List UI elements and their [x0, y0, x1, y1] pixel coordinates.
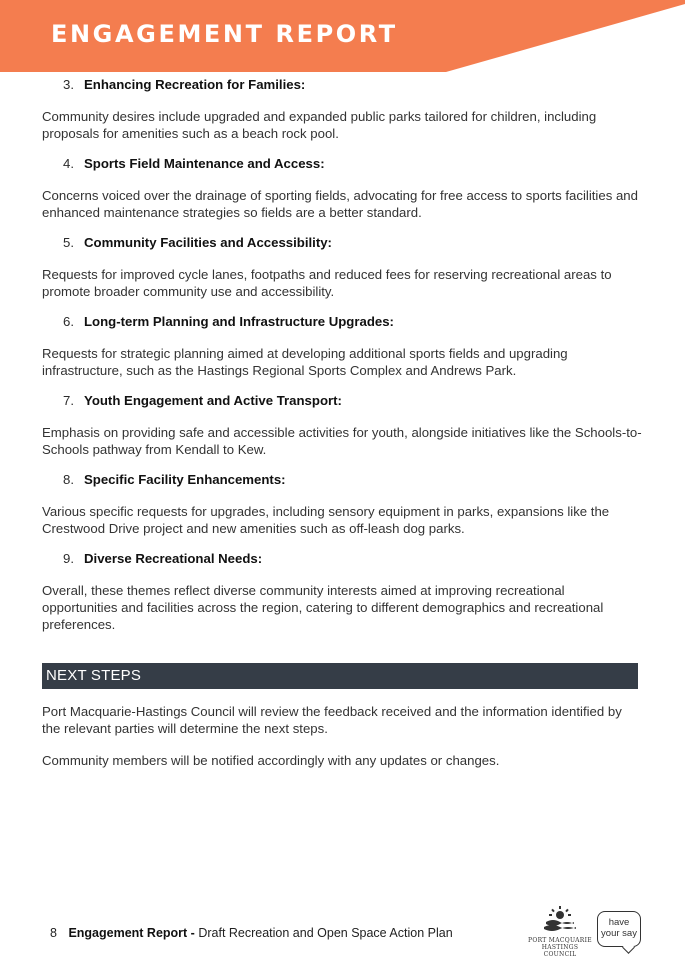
item-number: 5. [63, 235, 74, 250]
themes-list [42, 76, 642, 646]
item-title: Youth Engagement and Active Transport: [84, 393, 342, 408]
item-number: 7. [63, 393, 74, 408]
next-steps-heading: NEXT STEPS [42, 663, 638, 689]
page-title: ENGAGEMENT REPORT [51, 20, 398, 48]
list-item [42, 155, 642, 221]
speech-bubble-tail-icon [622, 941, 635, 954]
item-heading [63, 155, 642, 173]
item-heading [63, 76, 642, 94]
item-description: Requests for improved cycle lanes, footpaths and reduced fees for reserving recreational areas to promote broader community use and accessibility. [42, 267, 612, 299]
item-number: 9. [63, 551, 74, 566]
item-description: Concerns voiced over the drainage of sporting fields, advocating for free access to sports facilities and enhanced maintenance strategies so fields are a better standard. [42, 188, 638, 220]
have-your-say-text-line1: have [608, 917, 630, 928]
list-item [42, 234, 642, 300]
item-description: Overall, these themes reflect diverse community interests aimed at improving recreational opportunities and facilities across the region, catering to different demographics and recreational preferences. [42, 583, 604, 632]
item-number: 4. [63, 156, 74, 171]
item-title: Specific Facility Enhancements: [84, 472, 286, 487]
item-number: 6. [63, 314, 74, 329]
footer-report-label: Engagement Report - [68, 926, 195, 940]
list-item [42, 392, 642, 458]
council-logo [528, 906, 592, 958]
item-heading [63, 313, 642, 331]
have-your-say-text-line2: your say [601, 928, 637, 939]
page-number: 8 [50, 926, 57, 940]
item-description: Requests for strategic planning aimed at developing additional sports fields and upgrading infrastructure, such as the Hastings Regional Sports Complex and Andrews Park. [42, 346, 568, 378]
next-steps-body [42, 703, 642, 784]
item-description: Emphasis on providing safe and accessible activities for youth, alongside initiatives like the Schools-to-Schools pathway from Kendall to Kew. [42, 425, 642, 457]
item-title: Long-term Planning and Infrastructure Upgrades: [84, 314, 394, 329]
list-item [42, 471, 642, 537]
item-heading [63, 550, 642, 568]
have-your-say-logo [597, 911, 641, 947]
list-item [42, 550, 642, 633]
item-heading [63, 471, 642, 489]
item-title: Sports Field Maintenance and Access: [84, 156, 325, 171]
page-footer [50, 926, 453, 940]
item-description: Various specific requests for upgrades, including sensory equipment in parks, expansions like the Crestwood Drive project and new amenities such as off-leash dog parks. [42, 504, 610, 536]
next-steps-paragraph: Community members will be notified accordingly with any updates or changes. [42, 753, 500, 768]
item-title: Enhancing Recreation for Families: [84, 77, 306, 92]
item-number: 3. [63, 77, 74, 92]
council-logo-text-line1: PORT MACQUARIE [528, 937, 592, 944]
item-number: 8. [63, 472, 74, 487]
item-heading [63, 392, 642, 410]
list-item [42, 76, 642, 142]
header-banner [0, 0, 685, 80]
council-emblem-icon [540, 906, 580, 932]
item-title: Community Facilities and Accessibility: [84, 235, 332, 250]
footer-doc-title: Draft Recreation and Open Space Action Plan [198, 926, 453, 940]
item-description: Community desires include upgraded and expanded public parks tailored for children, including proposals for amenities such as a beach rock pool. [42, 109, 597, 141]
item-title: Diverse Recreational Needs: [84, 551, 263, 566]
item-heading [63, 234, 642, 252]
next-steps-paragraph: Port Macquarie-Hastings Council will review the feedback received and the information identified by the relevant parties will determine the next steps. [42, 704, 622, 736]
list-item [42, 313, 642, 379]
council-logo-text-line2: HASTINGS COUNCIL [541, 944, 579, 958]
